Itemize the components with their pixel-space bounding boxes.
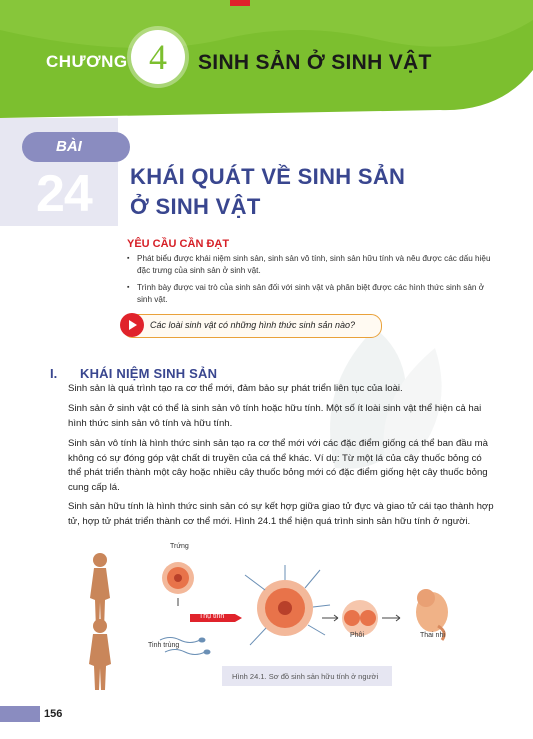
zygote bbox=[245, 565, 330, 645]
paragraph: Sinh sản hữu tính là hình thức sinh sản có sự kết hợp giữa giao tử đực và giao tử cái tạo thành hợp tử, hợp tử phát triển thành cơ thể mới. Hình 24.1 thể hiện quá trình sinh sản hữu tính ở người. bbox=[68, 501, 494, 527]
embryo bbox=[342, 600, 378, 636]
lesson-title-line-2: Ở SINH VẬT bbox=[130, 194, 261, 219]
lesson-number: 24 bbox=[36, 165, 92, 223]
question-text: Các loài sinh vật có những hình thức sinh sản nào? bbox=[150, 320, 356, 330]
lesson-title-line-1: KHÁI QUÁT VỀ SINH SẢN bbox=[130, 164, 406, 189]
requirements-list bbox=[127, 253, 497, 311]
page-number: 156 bbox=[44, 708, 63, 720]
chapter-label: CHƯƠNG bbox=[46, 52, 128, 71]
figure-caption: Hình 24.1. Sơ đồ sinh sản hữu tính ở người bbox=[232, 672, 379, 681]
female-silhouette bbox=[90, 553, 110, 630]
section-number: I. bbox=[50, 366, 58, 381]
chapter-number-badge bbox=[131, 30, 185, 84]
section-title: KHÁI NIỆM SINH SẢN bbox=[80, 366, 218, 381]
label-egg: Trứng bbox=[170, 543, 189, 550]
chapter-number: 4 bbox=[149, 37, 167, 77]
lesson-tab-label: BÀI bbox=[56, 138, 82, 155]
requirement-item: ▪ Phát biểu được khái niệm sinh sản, sinh sản vô tính, sinh sản hữu tính và nêu được các dấu hiệu đặc trưng của sinh sản ở sinh vật. bbox=[127, 253, 497, 276]
page-number-stripe bbox=[0, 706, 40, 722]
requirements-heading: YÊU CẦU CẦN ĐẠT bbox=[127, 238, 230, 250]
paragraph: Sinh sản vô tính là hình thức sinh sản tạo ra cơ thể mới với các đặc điểm giống cá thể ban đầu mà không có sự đóng góp vật chất di truyền của cá thể khác. Ví dụ: Từ một lá của cây thuốc bỏng có thể phát triển thành một cây hoặc nhiều cây thuốc bỏng mới có đặc điểm giống hệt cây thuốc bỏng cung cấp lá. bbox=[68, 438, 488, 493]
male-silhouette bbox=[89, 619, 111, 690]
egg-cell bbox=[162, 562, 194, 594]
label-embryo: Phôi bbox=[350, 632, 365, 639]
label-sperm: Tinh trùng bbox=[148, 642, 180, 649]
paragraph: Sinh sản là quá trình tạo ra cơ thể mới, đảm bảo sự phát triển liên tục của loài. bbox=[68, 383, 403, 394]
label-fertilization: Thụ tinh bbox=[199, 613, 225, 620]
requirement-item: ▪ Trình bày được vai trò của sinh sản đối với sinh vật và phân biệt được các hình thức sinh sản ở sinh vật. bbox=[127, 282, 497, 305]
paragraph: Sinh sản ở sinh vật có thể là sinh sản vô tính hoặc hữu tính. Một số ít loài sinh vật thể hiện cả hai hình thức sinh sản vô tính và hữu tính. bbox=[68, 403, 482, 429]
chapter-title: SINH SẢN Ở SINH VẬT bbox=[198, 51, 432, 74]
label-fetus: Thai nhi bbox=[420, 632, 445, 639]
play-icon bbox=[120, 313, 144, 337]
